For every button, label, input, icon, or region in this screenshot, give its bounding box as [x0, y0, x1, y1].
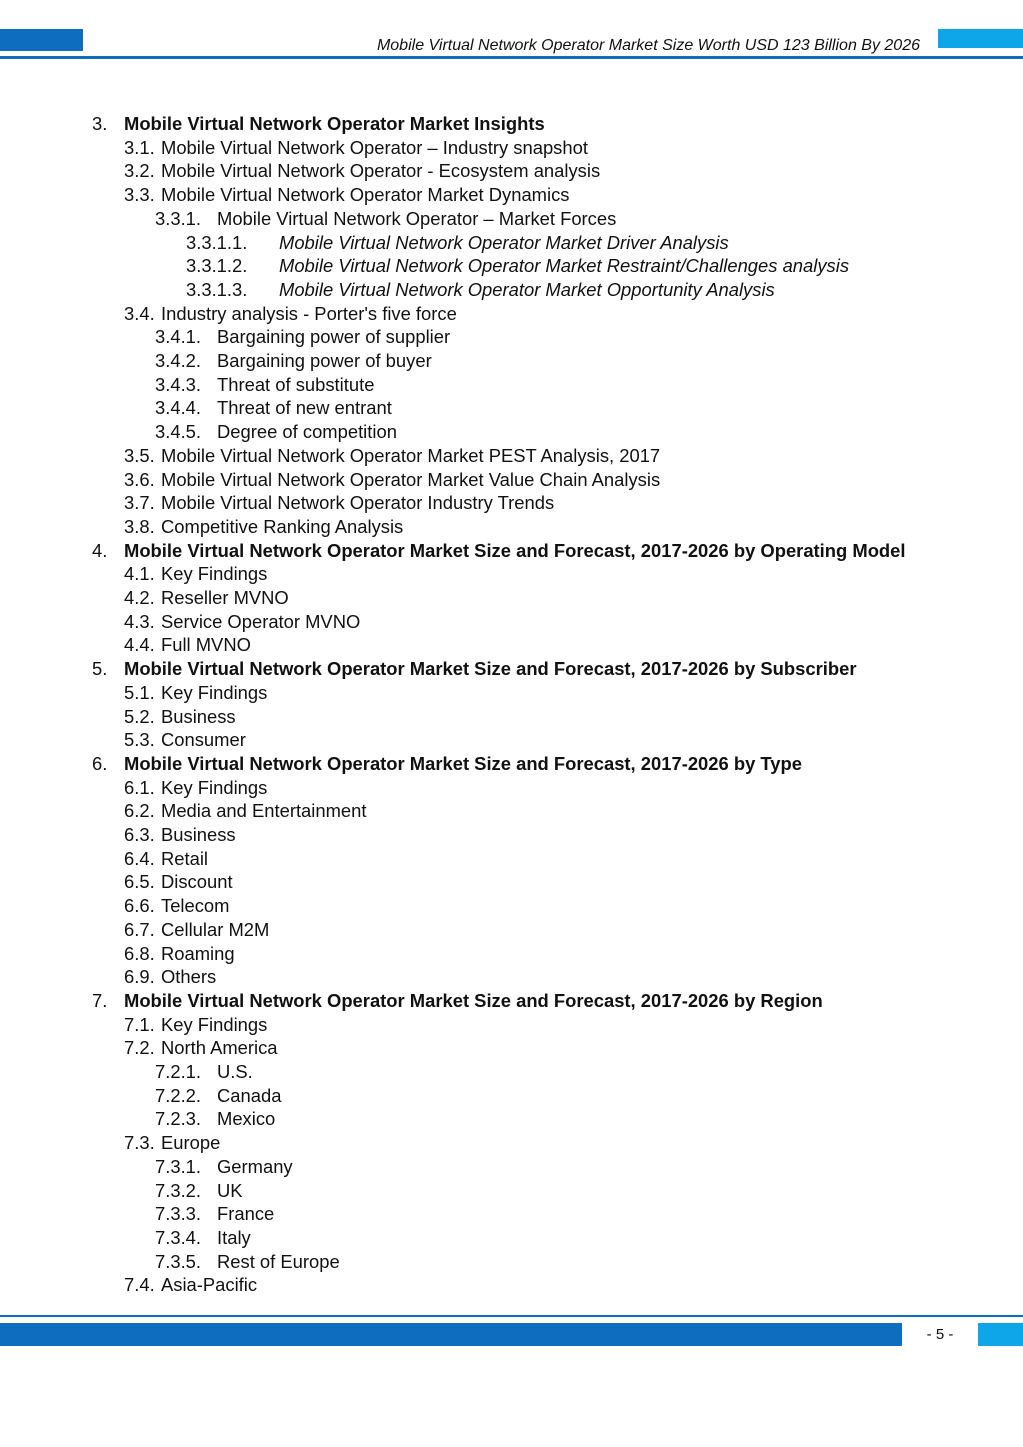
toc-entry-number: 7.3.3.: [155, 1203, 202, 1225]
toc-entry-number: 3.3.1.3.: [186, 278, 248, 300]
toc-entry-number: 3.5.: [124, 444, 155, 466]
toc-entry-title: Mobile Virtual Network Operator Market Driver Analysis: [279, 231, 729, 253]
toc-entry-number: 3.8.: [124, 515, 155, 537]
toc-entry-title: Key Findings: [161, 776, 268, 798]
toc-entry-title: Discount: [161, 871, 233, 893]
toc-entry-number: 6.5.: [124, 871, 155, 893]
toc-entry-number: 6.4.: [124, 847, 155, 869]
toc-entry-number: 7.: [92, 989, 108, 1011]
toc-entry-number: 3.7.: [124, 492, 155, 514]
toc-entry-title: Mobile Virtual Network Operator Market Size and Forecast, 2017-2026 by Region: [124, 989, 823, 1011]
toc-entry-title: Mobile Virtual Network Operator Market Size and Forecast, 2017-2026 by Subscriber: [124, 658, 857, 680]
toc-entry-number: 7.3.: [124, 1132, 155, 1154]
toc-entry-title: Service Operator MVNO: [161, 610, 361, 632]
toc-entry-number: 3.3.1.1.: [186, 231, 248, 253]
toc-entry-title: Threat of substitute: [217, 373, 375, 395]
toc-entry-number: 6.3.: [124, 824, 155, 845]
toc-entry-number: 7.3.1.: [155, 1155, 202, 1177]
toc-entry-title: Industry analysis - Porter's five force: [161, 302, 457, 324]
header-accent-bar-right: [938, 29, 1023, 48]
header-divider: [0, 56, 1023, 59]
toc-entry-number: 4.: [92, 539, 108, 561]
toc-entry-title: Reseller MVNO: [161, 587, 289, 608]
toc-entry-title: Consumer: [161, 729, 246, 751]
toc-entry-number: 7.2.1.: [155, 1061, 202, 1082]
toc-entry-number: 7.1.: [124, 1013, 155, 1035]
toc-entry-number: 5.: [92, 658, 108, 680]
toc-entry-number: 6.1.: [124, 776, 155, 798]
toc-entry-title: Italy: [217, 1226, 251, 1248]
toc-entry-title: Mobile Virtual Network Operator Market Size and Forecast, 2017-2026 by Operating Model: [124, 539, 906, 561]
toc-entry-title: Competitive Ranking Analysis: [161, 515, 404, 537]
toc-entry-number: 3.3.1.2.: [186, 255, 248, 277]
toc-entry-title: Degree of competition: [217, 421, 397, 443]
toc-entry-title: Mobile Virtual Network Operator Market Size and Forecast, 2017-2026 by Type: [124, 752, 802, 774]
toc-entry-title: Roaming: [161, 942, 235, 964]
toc-entry-title: Mexico: [217, 1108, 276, 1130]
toc-entry-number: 7.3.5.: [155, 1250, 202, 1272]
toc-entry-title: Mobile Virtual Network Operator - Ecosystem analysis: [161, 160, 601, 182]
page-number: - 5 -: [926, 1326, 954, 1343]
toc-entry-number: 6.: [92, 752, 108, 774]
toc-entry-title: Europe: [161, 1132, 221, 1154]
toc-entry-number: 3.3.: [124, 184, 155, 206]
toc-entry-title: Mobile Virtual Network Operator – Industry snapshot: [161, 136, 588, 158]
toc-entry-number: 7.4.: [124, 1274, 155, 1296]
toc-entry-title: Cellular M2M: [161, 918, 270, 940]
toc-entry-number: 3.4.2.: [155, 350, 202, 371]
toc-entry-title: Bargaining power of supplier: [217, 326, 451, 348]
toc-entry-title: Canada: [217, 1084, 282, 1106]
toc-entry-number: 7.2.2.: [155, 1084, 202, 1106]
toc-entry-title: Bargaining power of buyer: [217, 350, 432, 371]
toc-entry-number: 6.8.: [124, 942, 155, 964]
toc-entry-title: Threat of new entrant: [217, 397, 392, 419]
toc-entry-title: Full MVNO: [161, 634, 251, 656]
footer-divider: [0, 1315, 1023, 1317]
toc-entry-title: UK: [217, 1179, 243, 1201]
toc-entry-number: 3.1.: [124, 136, 155, 158]
footer-accent-bar: [0, 1323, 902, 1346]
toc-entry-number: 6.6.: [124, 895, 155, 917]
toc-entry-number: 5.3.: [124, 729, 155, 751]
header-title: Mobile Virtual Network Operator Market Size Worth USD 123 Billion By 2026: [376, 37, 920, 54]
toc-entry-number: 3.4.: [124, 302, 155, 324]
toc-entry-number: 3.3.1.: [155, 207, 202, 229]
toc-entry-number: 7.3.4.: [155, 1226, 202, 1248]
toc-entry-title: France: [217, 1203, 275, 1225]
toc-entry-number: 7.2.3.: [155, 1108, 202, 1130]
toc-entry-number: 3.4.3.: [155, 373, 202, 395]
toc-entry-title: Media and Entertainment: [161, 800, 367, 822]
toc-entry-title: Key Findings: [161, 681, 268, 703]
toc-entry-title: Mobile Virtual Network Operator Market Dynamics: [161, 184, 570, 206]
toc-entry-title: Germany: [217, 1155, 293, 1177]
toc-entry-title: Telecom: [161, 895, 230, 917]
toc-entry-title: Key Findings: [161, 1013, 268, 1035]
toc-entry-number: 3.4.1.: [155, 326, 202, 348]
toc-entry-title: Mobile Virtual Network Operator Market Restraint/Challenges analysis: [279, 255, 850, 277]
toc-entry-number: 4.4.: [124, 634, 155, 656]
toc-entry-number: 7.3.2.: [155, 1179, 202, 1201]
toc-entry-title: Mobile Virtual Network Operator Market Value Chain Analysis: [161, 468, 661, 490]
toc-entry-title: Mobile Virtual Network Operator – Market Forces: [217, 207, 617, 229]
toc-entry-number: 4.3.: [124, 610, 155, 632]
toc-entry-number: 6.9.: [124, 966, 155, 988]
toc-entry-number: 5.1.: [124, 681, 155, 703]
header-accent-bar-left: [0, 29, 83, 51]
toc-entry-number: 4.2.: [124, 587, 155, 608]
toc-entry-number: 6.7.: [124, 918, 155, 940]
toc-entry-title: Mobile Virtual Network Operator Market Insights: [124, 113, 545, 134]
toc-entry-title: Key Findings: [161, 563, 268, 585]
toc-entry-number: 4.1.: [124, 563, 155, 585]
toc-entry-number: 3.: [92, 113, 108, 134]
toc-entry-title: Business: [161, 705, 236, 727]
toc-entry-title: Mobile Virtual Network Operator Market PEST Analysis, 2017: [161, 444, 661, 466]
toc-entry-title: Retail: [161, 847, 209, 869]
toc-entry-title: Mobile Virtual Network Operator Market Opportunity Analysis: [279, 278, 775, 300]
footer-accent-bar-right: [978, 1323, 1023, 1346]
toc-entry-title: Others: [161, 966, 217, 988]
toc-entry-number: 6.2.: [124, 800, 155, 822]
toc-entry-title: Business: [161, 824, 236, 845]
toc-entry-title: North America: [161, 1037, 278, 1059]
toc-entry-title: Rest of Europe: [217, 1250, 340, 1272]
toc-entry-number: 3.4.4.: [155, 397, 202, 419]
toc-entry-title: Mobile Virtual Network Operator Industry Trends: [161, 492, 555, 514]
toc-entry-title: Asia-Pacific: [161, 1274, 258, 1296]
toc-entry-number: 5.2.: [124, 705, 155, 727]
toc-entry-number: 3.4.5.: [155, 421, 202, 443]
toc-entry-number: 7.2.: [124, 1037, 155, 1059]
toc-entry-number: 3.6.: [124, 468, 155, 490]
toc-entry-title: U.S.: [217, 1061, 253, 1082]
toc-entry-number: 3.2.: [124, 160, 155, 182]
